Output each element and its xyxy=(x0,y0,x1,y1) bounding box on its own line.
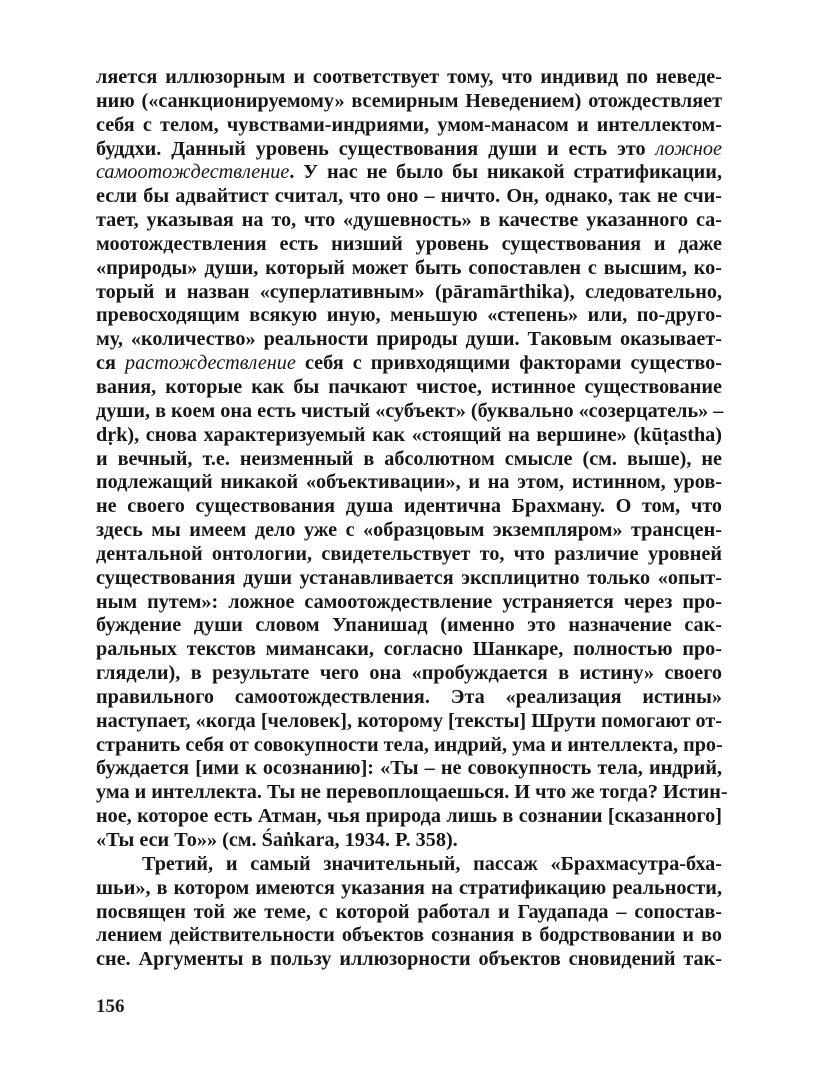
emphasis: ложное xyxy=(655,137,722,160)
text-line xyxy=(96,161,722,185)
text-line: сне. Аргументы в пользу иллюзорности объектов сновидений так- xyxy=(96,948,722,971)
text-line: дентальной онтологии, свидетельствует то, что различие уровней xyxy=(96,542,722,565)
text-line: «природы» души, который может быть сопоставлен с высшим, ко- xyxy=(96,256,722,279)
text-line: здесь мы имеем дело уже с «образцовым экземпляром» трансцен- xyxy=(96,519,722,542)
text-line: подлежащий никакой «объективации», и на этом, истинном, уров- xyxy=(96,471,722,494)
text-line: существования души устанавливается эксплицитно только «опыт- xyxy=(96,566,722,589)
text-line xyxy=(96,138,722,162)
emphasis: растождествление xyxy=(124,352,296,375)
text-fragment: буддхи. Данный уровень существования души и есть это xyxy=(96,137,656,160)
text-fragment: ся xyxy=(96,352,125,375)
text-line: ума и интеллекта. Ты не перевоплощаешься. И что же тогда? Истин- xyxy=(96,781,728,804)
text-line: если бы адвайтист считал, что оно – ничто. Он, однако, так не счи- xyxy=(96,185,722,208)
text-line: моотождествления есть низший уровень существования и даже xyxy=(96,232,722,255)
page-text xyxy=(96,66,728,972)
text-line: не своего существования душа идентична Брахману. О том, что xyxy=(96,495,722,518)
text-line: му, «количество» реальности природы души. Таковым оказывает- xyxy=(96,328,722,351)
text-line: буждение души словом Упанишад (именно это назначение сак- xyxy=(96,614,722,637)
text-line: правильного самоотождествления. Эта «реализация истины» xyxy=(96,685,722,708)
text-line: торый и назван «суперлативным» (pāramārthika), следовательно, xyxy=(96,280,722,303)
text-line: Третий, и самый значительный, пассаж «Брахмасутра-бха- xyxy=(142,852,722,875)
text-line: буждается [ими к осознанию]: «Ты – не совокупность тела, индрий, xyxy=(96,757,722,780)
text-line: вания, которые как бы пачкают чистое, истинное существование xyxy=(96,375,722,398)
text-line: «Ты еси То»» (см. Śaṅkara, 1934. P. 358). xyxy=(96,829,458,851)
text-line: наступает, «когда [человек], которому [тексты] Шрути помогают от- xyxy=(96,709,722,732)
text-line: лением действительности объектов сознания в бодрствовании и во xyxy=(96,924,722,947)
text-line: тает, указывая на то, что «душевность» в качестве указанного са- xyxy=(96,209,722,232)
text-line: посвящен той же теме, с которой работал и Гаудапада – сопостав- xyxy=(96,900,722,923)
text-line: странить себя от совокупности тела, индрий, ума и интеллекта, про- xyxy=(96,733,723,756)
text-line: глядели), в результате чего она «пробуждается в истину» своего xyxy=(96,662,722,685)
text-line: ное, которое есть Атман, чья природа лишь в сознании [сказанного] xyxy=(96,805,722,828)
text-fragment: себя с привходящими факторами существо- xyxy=(295,352,722,375)
text-line xyxy=(96,352,722,376)
text-line: ральных текстов мимансаки, согласно Шанкаре, полностью про- xyxy=(96,638,722,661)
text-line: ляется иллюзорным и соответствует тому, что индивид по неведе- xyxy=(96,66,722,88)
page-number: 156 xyxy=(96,996,125,1017)
text-line: превосходящим всякую иную, меньшую «степень» или, по-друго- xyxy=(96,304,722,327)
text-line: и вечный, т.е. неизменный в абсолютном смысле (см. выше), не xyxy=(96,447,722,470)
emphasis: самоотождествление xyxy=(96,161,290,184)
text-line: dṛk), снова характеризуемый как «стоящий на вершине» (kūṭastha) xyxy=(96,423,722,446)
text-line: себя с телом, чувствами-индриями, умом-манасом и интеллектом- xyxy=(96,113,722,136)
text-line: ным путем»: ложное самоотождествление устраняется через про- xyxy=(96,590,722,613)
text-line: шьи», в котором имеются указания на стратификацию реальности, xyxy=(96,876,722,899)
text-line: души, в коем она есть чистый «субъект» (буквально «созерцатель» – xyxy=(96,399,724,422)
text-line: нию («санкционируемому» всемирным Неведением) отождествляет xyxy=(96,89,722,112)
text-fragment: . У нас не было бы никакой стратификации, xyxy=(289,161,722,184)
